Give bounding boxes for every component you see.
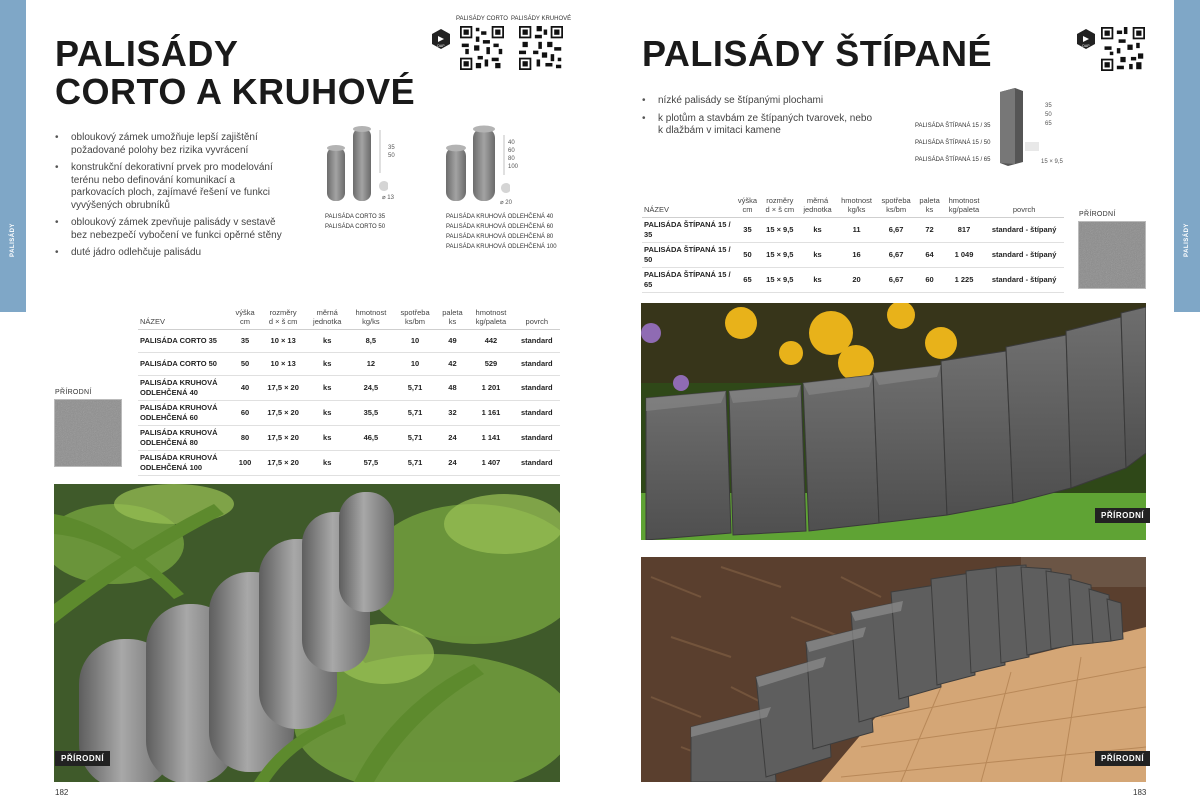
table-cell: 32 bbox=[437, 401, 469, 426]
column-header: paleta ks bbox=[437, 305, 469, 330]
table-cell: standard - štípaný bbox=[984, 268, 1064, 293]
table-cell: 6,67 bbox=[877, 243, 916, 268]
photo-stipane-flowers bbox=[641, 303, 1146, 540]
table-cell: 17,5 × 20 bbox=[260, 376, 306, 401]
photo-corto-garden bbox=[54, 484, 560, 782]
table-header-row bbox=[138, 305, 560, 330]
table-header-row bbox=[642, 193, 1064, 218]
table-cell: ks bbox=[306, 426, 348, 451]
bullet-item: • duté jádro odlehčuje palisádu bbox=[55, 247, 290, 260]
column-header: hmotnost kg/paleta bbox=[468, 305, 513, 330]
title-line-1: PALISÁDY bbox=[55, 33, 239, 74]
swatch-label: PŘÍRODNÍ bbox=[1079, 211, 1116, 218]
column-header: spotřeba ks/bm bbox=[394, 305, 437, 330]
qr-stipane[interactable] bbox=[1101, 24, 1145, 76]
table-cell: 10 × 13 bbox=[260, 353, 306, 376]
svg-text:DAP: DAP bbox=[437, 44, 445, 48]
kruhove-diameter: ⌀ 20 bbox=[500, 200, 512, 206]
column-header: NÁZEV bbox=[642, 193, 734, 218]
table-cell: ks bbox=[306, 401, 348, 426]
table-cell: 5,71 bbox=[394, 451, 437, 476]
caption: PALISÁDA ŠTÍPANÁ 15 / 35 bbox=[915, 123, 991, 129]
table-cell: 16 bbox=[836, 243, 876, 268]
corto-captions bbox=[325, 212, 385, 232]
column-header: měrná jednotka bbox=[799, 193, 837, 218]
title-line-2: CORTO A KRUHOVÉ bbox=[55, 71, 416, 112]
caption: PALISÁDA ŠTÍPANÁ 15 / 50 bbox=[915, 140, 991, 146]
table-cell: 17,5 × 20 bbox=[260, 451, 306, 476]
dim: 35 bbox=[1045, 103, 1052, 109]
product-name-cell: PALISÁDA KRUHOVÁ ODLEHČENÁ 100 bbox=[138, 451, 230, 476]
table-row bbox=[138, 376, 560, 401]
table-cell: ks bbox=[306, 451, 348, 476]
dim: 50 bbox=[1045, 112, 1052, 118]
bullet-item: • k plotům a stavbám ze štípaných tvarovek, nebo k dlažbám v imitaci kamene bbox=[642, 113, 872, 138]
table-cell: ks bbox=[799, 243, 837, 268]
qr-corto[interactable] bbox=[456, 15, 508, 75]
table-cell: 35,5 bbox=[348, 401, 393, 426]
qr-kruhove[interactable] bbox=[511, 15, 571, 75]
column-header: hmotnost kg/ks bbox=[836, 193, 876, 218]
table-row bbox=[642, 268, 1064, 293]
corto-diameter: ⌀ 13 bbox=[382, 195, 394, 201]
qr-code-icon bbox=[1101, 27, 1145, 71]
right-bullet-list bbox=[642, 95, 872, 143]
column-header: rozměry d × š cm bbox=[260, 305, 306, 330]
table-cell: 60 bbox=[915, 268, 943, 293]
table-cell: 24 bbox=[437, 426, 469, 451]
table-cell: 11 bbox=[836, 218, 876, 243]
table-cell: standard bbox=[514, 451, 560, 476]
caption: PALISÁDA KRUHOVÁ ODLEHČENÁ 40 bbox=[446, 214, 554, 220]
column-header: NÁZEV bbox=[138, 305, 230, 330]
column-header: paleta ks bbox=[915, 193, 943, 218]
table-cell: 8,5 bbox=[348, 330, 393, 353]
right-spec-table bbox=[642, 193, 1064, 293]
table-cell: 442 bbox=[468, 330, 513, 353]
stipane-product-illustration bbox=[995, 86, 1040, 166]
table-cell: 817 bbox=[944, 218, 984, 243]
left-bullet-list bbox=[55, 132, 290, 265]
table-row bbox=[642, 218, 1064, 243]
qr-code-icon bbox=[460, 26, 504, 70]
dap-icon bbox=[430, 28, 452, 50]
stipane-dims bbox=[1045, 102, 1052, 129]
column-header: rozměry d × š cm bbox=[761, 193, 799, 218]
page-number-right: 183 bbox=[1133, 788, 1147, 796]
table-cell: 35 bbox=[734, 218, 761, 243]
table-row bbox=[138, 401, 560, 426]
table-cell: ks bbox=[306, 376, 348, 401]
table-cell: 65 bbox=[734, 268, 761, 293]
product-name-cell: PALISÁDA ŠTÍPANÁ 15 / 35 bbox=[642, 218, 734, 243]
kruhove-dims bbox=[508, 139, 518, 171]
table-row bbox=[642, 243, 1064, 268]
product-name-cell: PALISÁDA ŠTÍPANÁ 15 / 50 bbox=[642, 243, 734, 268]
table-cell: ks bbox=[799, 268, 837, 293]
left-page-title bbox=[55, 35, 415, 111]
dap-icon bbox=[1075, 28, 1097, 50]
table-cell: 72 bbox=[915, 218, 943, 243]
table-cell: 1 161 bbox=[468, 401, 513, 426]
dim: 60 bbox=[508, 148, 515, 154]
product-name-cell: PALISÁDA KRUHOVÁ ODLEHČENÁ 80 bbox=[138, 426, 230, 451]
table-cell: 49 bbox=[437, 330, 469, 353]
table-cell: 10 bbox=[394, 353, 437, 376]
caption: PALISÁDA CORTO 50 bbox=[325, 224, 386, 230]
kruhove-captions bbox=[446, 212, 557, 252]
photo-badge: PŘÍRODNÍ bbox=[55, 751, 110, 766]
table-cell: 12 bbox=[348, 353, 393, 376]
column-header: hmotnost kg/paleta bbox=[944, 193, 984, 218]
caption: PALISÁDA ŠTÍPANÁ 15 / 65 bbox=[915, 157, 991, 163]
table-cell: 5,71 bbox=[394, 376, 437, 401]
table-cell: standard bbox=[514, 376, 560, 401]
side-tab-label: PALISÁDY bbox=[1184, 223, 1190, 257]
caption: PALISÁDA KRUHOVÁ ODLEHČENÁ 80 bbox=[446, 234, 554, 240]
table-cell: 42 bbox=[437, 353, 469, 376]
table-cell: 35 bbox=[230, 330, 260, 353]
table-cell: 1 225 bbox=[944, 268, 984, 293]
bullet-item: • nízké palisády se štípanými plochami bbox=[642, 95, 872, 108]
table-cell: 20 bbox=[836, 268, 876, 293]
table-cell: 17,5 × 20 bbox=[260, 426, 306, 451]
product-name-cell: PALISÁDA CORTO 35 bbox=[138, 330, 230, 353]
qr-code-icon bbox=[519, 26, 563, 70]
table-row bbox=[138, 451, 560, 476]
table-cell: 5,71 bbox=[394, 401, 437, 426]
table-cell: 15 × 9,5 bbox=[761, 218, 799, 243]
photo-stipane-paving bbox=[641, 557, 1146, 782]
side-tab-left bbox=[0, 0, 26, 312]
table-cell: 15 × 9,5 bbox=[761, 243, 799, 268]
page-number-left: 182 bbox=[55, 788, 69, 796]
table-cell: 529 bbox=[468, 353, 513, 376]
column-header: výška cm bbox=[230, 305, 260, 330]
stipane-section: 15 × 9,5 bbox=[1041, 159, 1063, 165]
table-cell: 10 bbox=[394, 330, 437, 353]
column-header: hmotnost kg/ks bbox=[348, 305, 393, 330]
dim: 100 bbox=[508, 164, 519, 170]
table-cell: 40 bbox=[230, 376, 260, 401]
table-cell: 1 407 bbox=[468, 451, 513, 476]
table-cell: standard bbox=[514, 353, 560, 376]
table-cell: 100 bbox=[230, 451, 260, 476]
corto-dim-50: 50 bbox=[388, 153, 395, 159]
flower-bed-photo bbox=[641, 303, 1146, 540]
bullet-item: • konstrukční dekorativní prvek pro modelování terénu nebo definování komunikací a parkovacích ploch, zajímavé řešení ve funkci vyvýšených obrubníků bbox=[55, 162, 290, 212]
corto-dim-35: 35 bbox=[388, 145, 395, 151]
table-cell: 10 × 13 bbox=[260, 330, 306, 353]
side-tab-label: PALISÁDY bbox=[10, 223, 16, 257]
product-name-cell: PALISÁDA KRUHOVÁ ODLEHČENÁ 60 bbox=[138, 401, 230, 426]
right-page-title: PALISÁDY ŠTÍPANÉ bbox=[642, 33, 993, 74]
table-cell: 24 bbox=[437, 451, 469, 476]
product-name-cell: PALISÁDA ŠTÍPANÁ 15 / 65 bbox=[642, 268, 734, 293]
paving-wall-photo bbox=[641, 557, 1146, 782]
column-header: spotřeba ks/bm bbox=[877, 193, 916, 218]
column-header: povrch bbox=[984, 193, 1064, 218]
column-header: měrná jednotka bbox=[306, 305, 348, 330]
photo-badge: PŘÍRODNÍ bbox=[1095, 508, 1150, 523]
stipane-captions bbox=[915, 118, 990, 169]
swatch-label: PŘÍRODNÍ bbox=[55, 389, 92, 396]
left-spec-table bbox=[138, 305, 560, 476]
table-cell: ks bbox=[306, 353, 348, 376]
table-cell: 64 bbox=[915, 243, 943, 268]
bullet-item: • obloukový zámek zpevňuje palisády v sestavě bez nebezpečí vybočení ve funkci opěrné stěny bbox=[55, 217, 290, 242]
table-cell: 1 049 bbox=[944, 243, 984, 268]
dim: 40 bbox=[508, 140, 515, 146]
column-header: výška cm bbox=[734, 193, 761, 218]
table-cell: 60 bbox=[230, 401, 260, 426]
bullet-item: • obloukový zámek umožňuje lepší zajištění požadované polohy bez rizika vyvrácení bbox=[55, 132, 290, 157]
table-cell: 57,5 bbox=[348, 451, 393, 476]
caption: PALISÁDA KRUHOVÁ ODLEHČENÁ 60 bbox=[446, 224, 554, 230]
table-cell: ks bbox=[799, 218, 837, 243]
natural-color-swatch[interactable] bbox=[54, 399, 122, 467]
table-row bbox=[138, 426, 560, 451]
garden-photo bbox=[54, 484, 560, 782]
table-row bbox=[138, 353, 560, 376]
table-cell: standard - štípaný bbox=[984, 218, 1064, 243]
qr-corto-label: PALISÁDY CORTO bbox=[456, 16, 508, 22]
natural-color-swatch[interactable] bbox=[1078, 221, 1146, 289]
table-cell: 1 141 bbox=[468, 426, 513, 451]
column-header: povrch bbox=[514, 305, 560, 330]
photo-badge: PŘÍRODNÍ bbox=[1095, 751, 1150, 766]
caption: PALISÁDA KRUHOVÁ ODLEHČENÁ 100 bbox=[446, 244, 557, 250]
table-cell: 5,71 bbox=[394, 426, 437, 451]
product-name-cell: PALISÁDA CORTO 50 bbox=[138, 353, 230, 376]
dim: 80 bbox=[508, 156, 515, 162]
qr-kruhove-label: PALISÁDY KRUHOVÉ bbox=[511, 16, 572, 22]
table-row bbox=[138, 330, 560, 353]
table-cell: standard bbox=[514, 426, 560, 451]
table-cell: ks bbox=[306, 330, 348, 353]
table-cell: 17,5 × 20 bbox=[260, 401, 306, 426]
table-cell: 24,5 bbox=[348, 376, 393, 401]
table-cell: 46,5 bbox=[348, 426, 393, 451]
table-cell: 6,67 bbox=[877, 218, 916, 243]
side-tab-right bbox=[1174, 0, 1200, 312]
table-cell: 15 × 9,5 bbox=[761, 268, 799, 293]
dim: 65 bbox=[1045, 121, 1052, 127]
table-cell: 48 bbox=[437, 376, 469, 401]
table-cell: 50 bbox=[734, 243, 761, 268]
svg-text:DAP: DAP bbox=[1082, 44, 1090, 48]
table-cell: 6,67 bbox=[877, 268, 916, 293]
table-cell: standard bbox=[514, 401, 560, 426]
table-cell: 50 bbox=[230, 353, 260, 376]
caption: PALISÁDA CORTO 35 bbox=[325, 214, 386, 220]
product-name-cell: PALISÁDA KRUHOVÁ ODLEHČENÁ 40 bbox=[138, 376, 230, 401]
table-cell: standard - štípaný bbox=[984, 243, 1064, 268]
table-cell: 80 bbox=[230, 426, 260, 451]
table-cell: 1 201 bbox=[468, 376, 513, 401]
table-cell: standard bbox=[514, 330, 560, 353]
